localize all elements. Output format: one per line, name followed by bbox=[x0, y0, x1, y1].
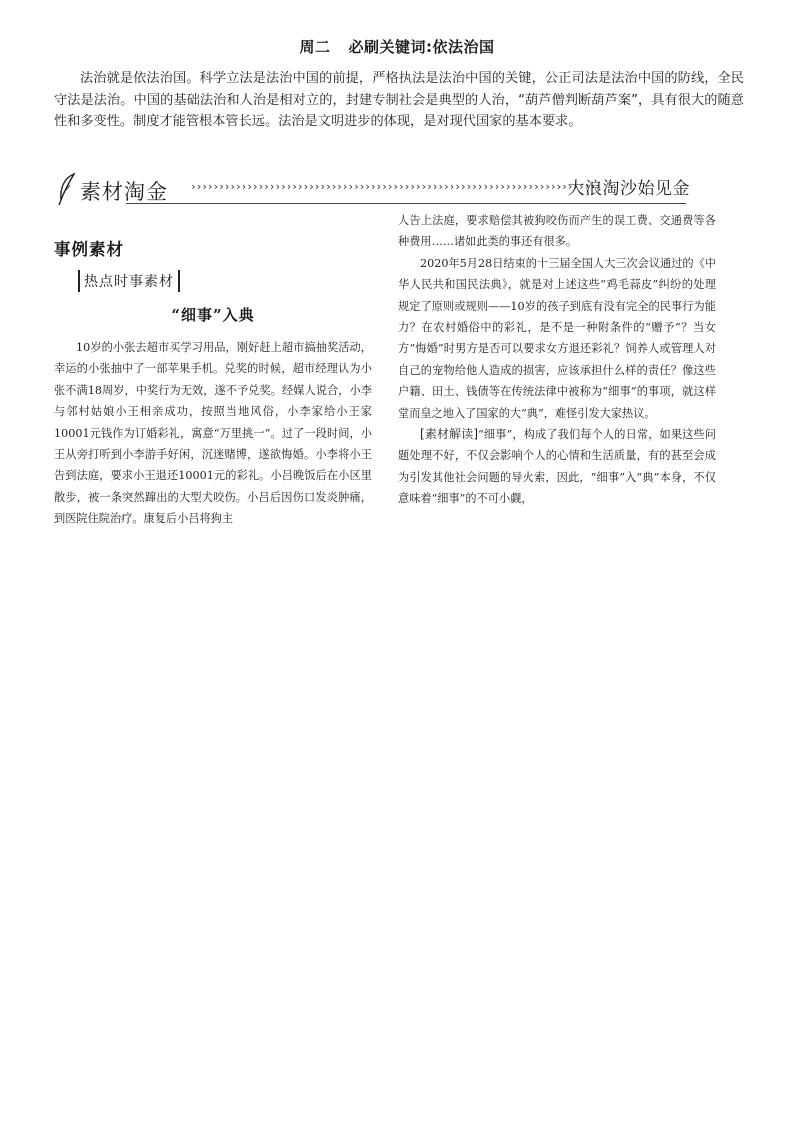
day-label: 周二 bbox=[299, 38, 331, 56]
material-tag: 热点时事素材 bbox=[78, 270, 180, 292]
article-paragraph-2: 2020年5月28日结束的十三届全国人大三次会议通过的《中华人民共和国民法典》，就是对上述这些“鸡毛蒜皮”纠纷的处理规定了原则或规则——10岁的孩子到底有没有完全的民事行为能力？在农村婚俗中的彩礼，是不是一种附条件的“赠予”？当女方“悔婚”时男方是否可以要求女方退还彩礼？饲养人或管理人对自己的宠物给他人造成的损害，应该承担什么样的责任？像这些户籍、田土、钱债等在传统法律中被称为“细事”的事项，就这样堂而皇之地入了国家的大“典”，难怪引发大家热议。 bbox=[398, 256, 716, 420]
keyword-title: 必刷关键词:依法治国 bbox=[348, 38, 495, 56]
interpretation-text: “细事”，构成了我们每个人的日常，如果这些问题处理不好，不仅会影响个人的心情和生活质量，有的甚至会成为引发其他社会问题的导火索，因此，“细事”入“典”本身，不仅意味着“细事”的不可小觑， bbox=[398, 428, 716, 506]
feather-pen-icon bbox=[56, 172, 78, 206]
banner-label: 素材淘金 bbox=[80, 180, 168, 204]
material-interpretation bbox=[398, 424, 716, 510]
section-heading: 事例素材 bbox=[54, 240, 124, 259]
page-title bbox=[0, 36, 794, 57]
article-paragraph-continued: 人告上法庭，要求赔偿其被狗咬伤而产生的误工费、交通费等各种费用……诸如此类的事还有很多。 bbox=[398, 214, 716, 249]
intro-paragraph: 法治就是依法治国。科学立法是法治中国的前提，严格执法是法治中国的关键，公正司法是法治中国的防线，全民守法是法治。中国的基础法治和人治是相对立的，封建专制社会是典型的人治，“葫芦僧判断葫芦案”，具有很大的随意性和多变性。制度才能管根本管长远。法治是文明进步的体现，是对现代国家的基本要求。 bbox=[54, 71, 744, 129]
banner-underline bbox=[126, 203, 686, 204]
article-paragraph: 10岁的小张去超市买学习用品，刚好赶上超市搞抽奖活动，幸运的小张抽中了一部苹果手机。兑奖的时候，超市经理认为小张不满18周岁，中奖行为无效，遂不予兑奖。经媒人说合，小李与邻村姑娘小王相亲成功，按照当地风俗，小李家给小王家10001元钱作为订婚彩礼，寓意“万里挑一”。过了一段时间，小王从旁打听到小李游手好闲，沉迷赌博，遂欲悔婚。小李将小王告到法庭，要求小王退还10001元的彩礼。小吕晚饭后在小区里散步，被一条突然蹿出的大型犬咬伤。小吕后因伤口发炎肿痛，到医院住院治疗。康复后小吕将狗主 bbox=[54, 341, 372, 526]
arrow-divider: ››››››››››››››››››››››››››››››››››››››››››››››››››››››››››››››››››››››››› bbox=[190, 180, 601, 193]
article-title: “细事”入典 bbox=[171, 306, 255, 324]
section-banner bbox=[56, 170, 746, 214]
left-column bbox=[54, 226, 372, 530]
right-column bbox=[398, 210, 716, 510]
interpretation-label: [素材解读] bbox=[420, 427, 479, 442]
banner-slogan: 大浪淘沙始见金 bbox=[567, 179, 690, 199]
